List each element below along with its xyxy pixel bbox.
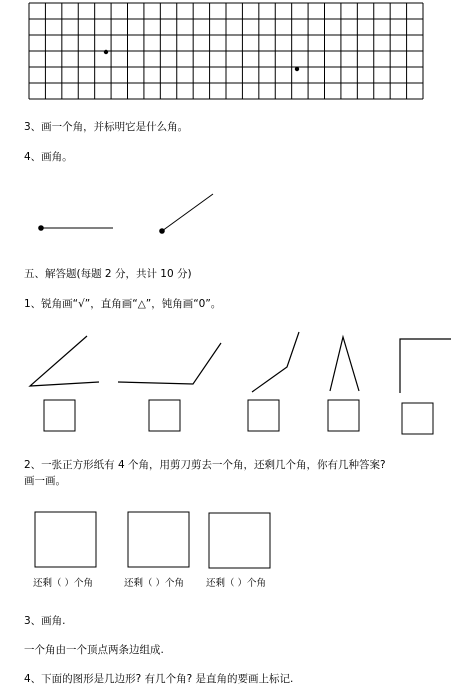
- square-paper-3: [209, 513, 270, 568]
- question-square-paper-line2: 画一画。: [24, 475, 66, 487]
- angle-definition: 一个角由一个顶点两条边组成.: [24, 644, 164, 656]
- square-paper-1: [35, 512, 96, 567]
- question-classify-angles: 1、锐角画“√”，直角画“△”，钝角画“0”。: [24, 298, 222, 310]
- square-paper-2: [128, 512, 189, 567]
- question-draw-angle-3: 3、画角.: [24, 615, 66, 627]
- question-draw-angle-4: 4、画角。: [24, 151, 73, 163]
- remaining-label-2: 还剩（ ）个角: [124, 578, 185, 589]
- remaining-label-1: 还剩（ ）个角: [33, 578, 94, 589]
- question-draw-angle: 3、画一个角，并标明它是什么角。: [24, 121, 189, 133]
- section-5-title: 五、解答题(每题 2 分，共计 10 分): [24, 268, 192, 280]
- question-square-paper: 2、一张正方形纸有 4 个角，用剪刀剪去一个角，还剩几个角，你有几种答案?: [24, 459, 386, 471]
- remaining-label-3: 还剩（ ）个角: [206, 578, 267, 589]
- question-polygon: 4、下面的图形是几边形? 有几个角? 是直角的要画上标记.: [24, 673, 294, 685]
